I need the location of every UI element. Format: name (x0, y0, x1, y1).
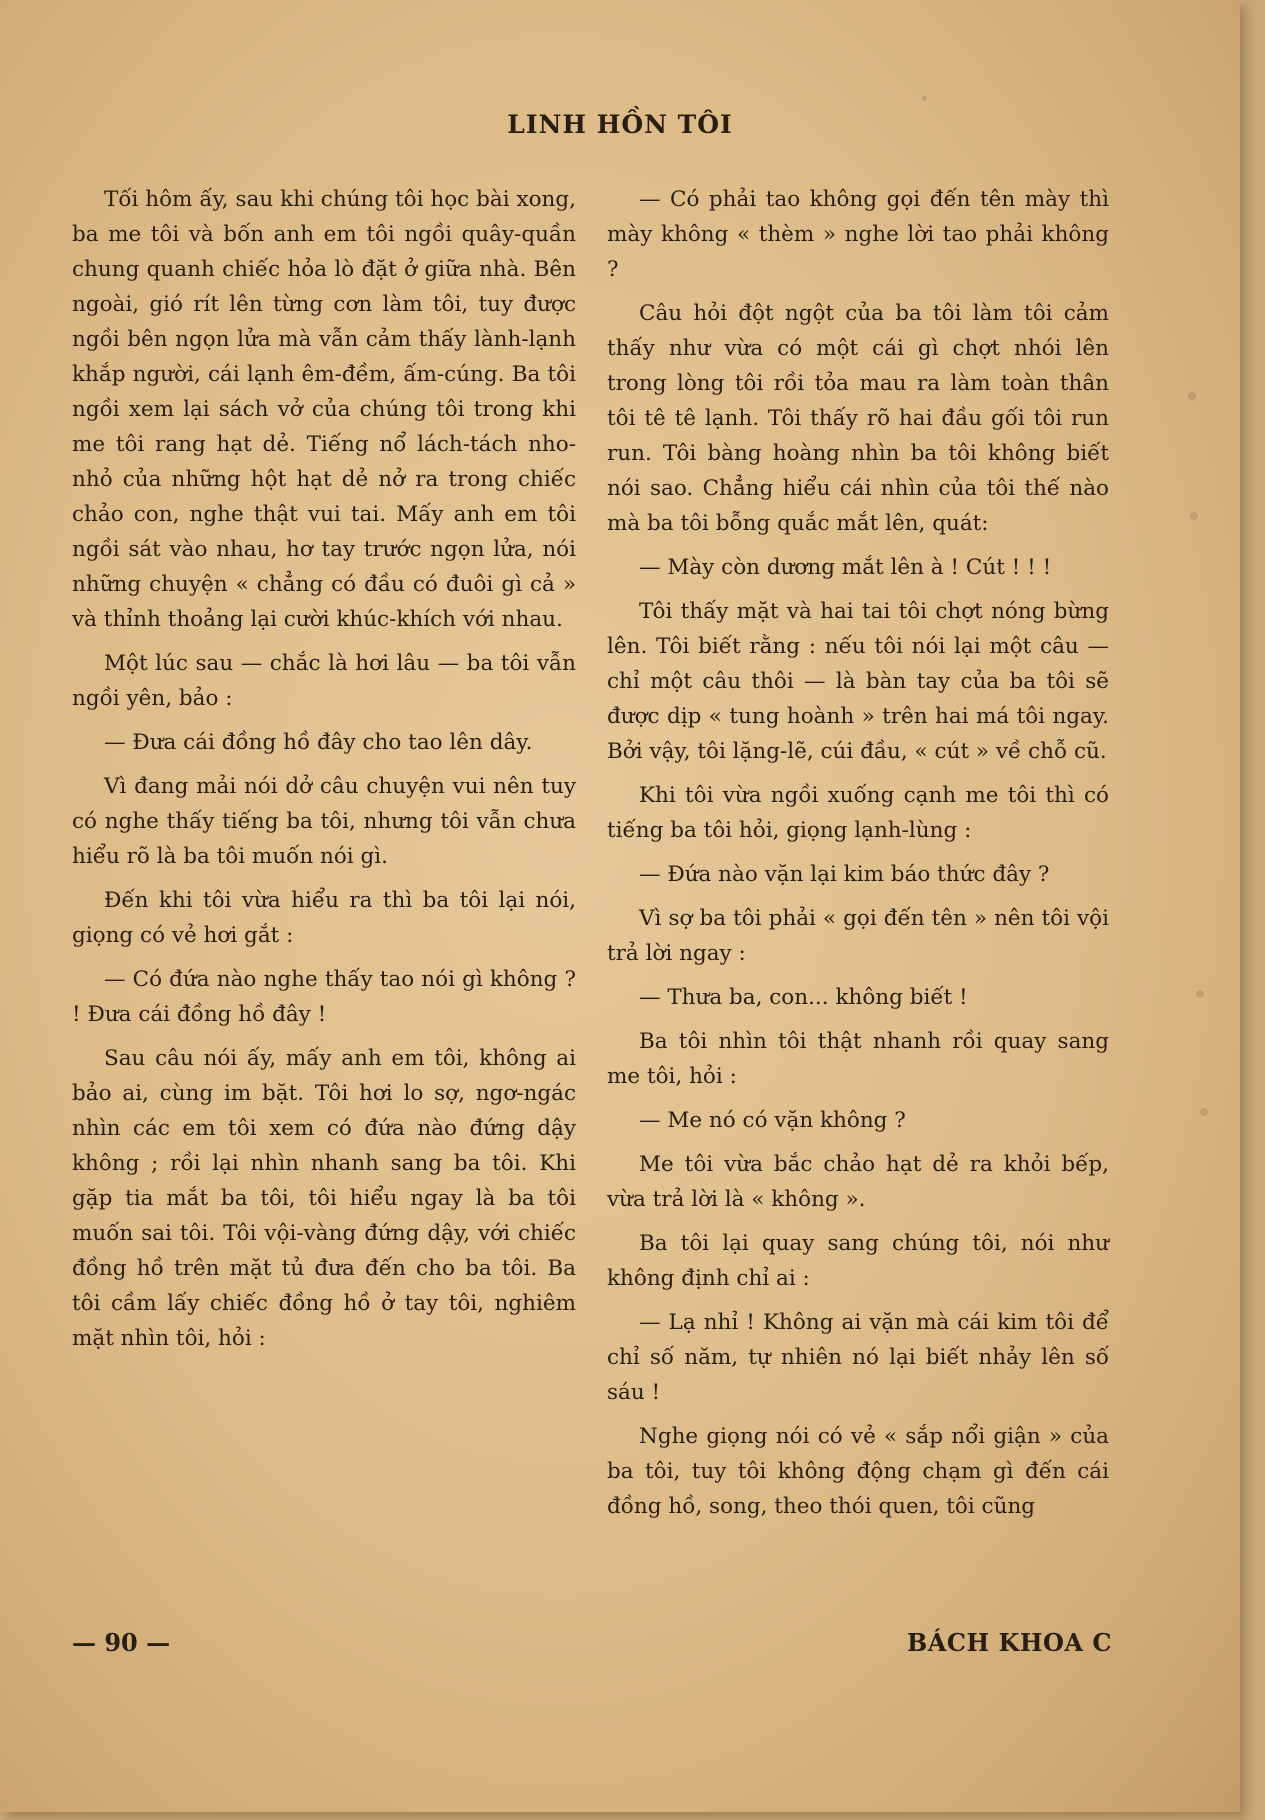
page-number: — 90 — (72, 1628, 171, 1657)
paragraph: Vì đang mải nói dở câu chuyện vui nên tuy có nghe thấy tiếng ba tôi, nhưng tôi vẫn chưa hiểu rõ là ba tôi muốn nói gì. (72, 774, 576, 869)
paragraph: Tối hôm ấy, sau khi chúng tôi học bài xong, ba me tôi và bốn anh em tôi ngồi quây-quần chung quanh chiếc hỏa lò đặt ở giữa nhà. Bên ngoài, gió rít lên từng cơn làm tôi, tuy được ngồi bên ngọn lửa mà vẫn cảm thấy lành-lạnh khắp người, cái lạnh êm-đềm, ấm-cúng. Ba tôi ngồi xem lại sách vở của chúng tôi trong khi me tôi rang hạt dẻ. Tiếng nổ lách-tách nho-nhỏ của những hột hạt dẻ nở ra trong chiếc chảo con, nghe thật vui tai. Mấy anh em tôi ngồi sát vào nhau, hơ tay trước ngọn lửa, nói những chuyện « chẳng có đầu có đuôi gì cả » và thỉnh thoảng lại cười khúc-khích với nhau. (72, 187, 576, 632)
paper-speck (1190, 512, 1198, 520)
paragraph: Khi tôi vừa ngồi xuống cạnh me tôi thì có tiếng ba tôi hỏi, giọng lạnh-lùng : (607, 783, 1109, 843)
paragraph: Ba tôi lại quay sang chúng tôi, nói như không định chỉ ai : (607, 1231, 1109, 1291)
paragraph: Vì sợ ba tôi phải « gọi đến tên » nên tôi vội trả lời ngay : (607, 906, 1109, 966)
paper-speck (1188, 392, 1196, 400)
paragraph: — Có đứa nào nghe thấy tao nói gì không ? ! Đưa cái đồng hồ đây ! (72, 967, 576, 1027)
right-column (607, 182, 1109, 1533)
paragraph: Một lúc sau — chắc là hơi lâu — ba tôi vẫn ngồi yên, bảo : (72, 651, 576, 711)
paragraph: — Đứa nào vặn lại kim báo thức đây ? (639, 862, 1050, 887)
paragraph: — Đưa cái đồng hồ đây cho tao lên dây. (104, 730, 533, 755)
paragraph: Tôi thấy mặt và hai tai tôi chợt nóng bừng lên. Tôi biết rằng : nếu tôi nói lại một câu — chỉ một câu thôi — là bàn tay của ba tôi sẽ được dịp « tung hoành » trên hai má tôi ngay. Bởi vậy, tôi lặng-lẽ, cúi đầu, « cút » về chỗ cũ. (607, 599, 1109, 764)
paper-speck (1200, 1108, 1208, 1116)
paragraph: Câu hỏi đột ngột của ba tôi làm tôi cảm thấy như vừa có một cái gì chợt nhói lên trong lòng tôi rồi tỏa mau ra làm toàn thân tôi tê tê lạnh. Tôi thấy rõ hai đầu gối tôi run run. Tôi bàng hoàng nhìn ba tôi không biết nói sao. Chẳng hiểu cái nhìn của tôi thế nào mà ba tôi bỗng quắc mắt lên, quát: (607, 301, 1109, 536)
paragraph: Sau câu nói ấy, mấy anh em tôi, không ai bảo ai, cùng im bặt. Tôi hơi lo sợ, ngơ-ngác nhìn các em tôi xem có đứa nào đứng dậy không ; rồi lại nhìn nhanh sang ba tôi. Khi gặp tia mắt ba tôi, tôi hiểu ngay là ba tôi muốn sai tôi. Tôi vội-vàng đứng dậy, với chiếc đồng hồ trên mặt tủ đưa đến cho ba tôi. Ba tôi cầm lấy chiếc đồng hồ ở tay tôi, nghiêm mặt nhìn tôi, hỏi : (72, 1046, 576, 1351)
paragraph: Me tôi vừa bắc chảo hạt dẻ ra khỏi bếp, vừa trả lời là « không ». (607, 1152, 1109, 1212)
paragraph: Ba tôi nhìn tôi thật nhanh rồi quay sang me tôi, hỏi : (607, 1029, 1109, 1089)
paper-speck (1196, 990, 1204, 998)
paragraph: — Lạ nhỉ ! Không ai vặn mà cái kim tôi để chỉ số năm, tự nhiên nó lại biết nhảy lên số sáu ! (607, 1310, 1109, 1405)
paragraph: Đến khi tôi vừa hiểu ra thì ba tôi lại nói, giọng có vẻ hơi gắt : (72, 888, 576, 948)
paragraph: Nghe giọng nói có vẻ « sắp nổi giận » của ba tôi, tuy tôi không động chạm gì đến cái đồng hồ, song, theo thói quen, tôi cũng (607, 1424, 1109, 1519)
paragraph: — Thưa ba, con... không biết ! (639, 985, 968, 1010)
paragraph: — Có phải tao không gọi đến tên mày thì mày không « thèm » nghe lời tao phải không ? (607, 187, 1109, 282)
left-column (72, 182, 576, 1365)
publication-name: BÁCH KHOA C (906, 1628, 1112, 1657)
running-title: LINH HỒN TÔI (507, 110, 733, 139)
paragraph: — Me nó có vặn không ? (639, 1108, 906, 1133)
paragraph: — Mày còn dương mắt lên à ! Cút ! ! ! (639, 555, 1052, 580)
paper-speck (922, 96, 927, 101)
